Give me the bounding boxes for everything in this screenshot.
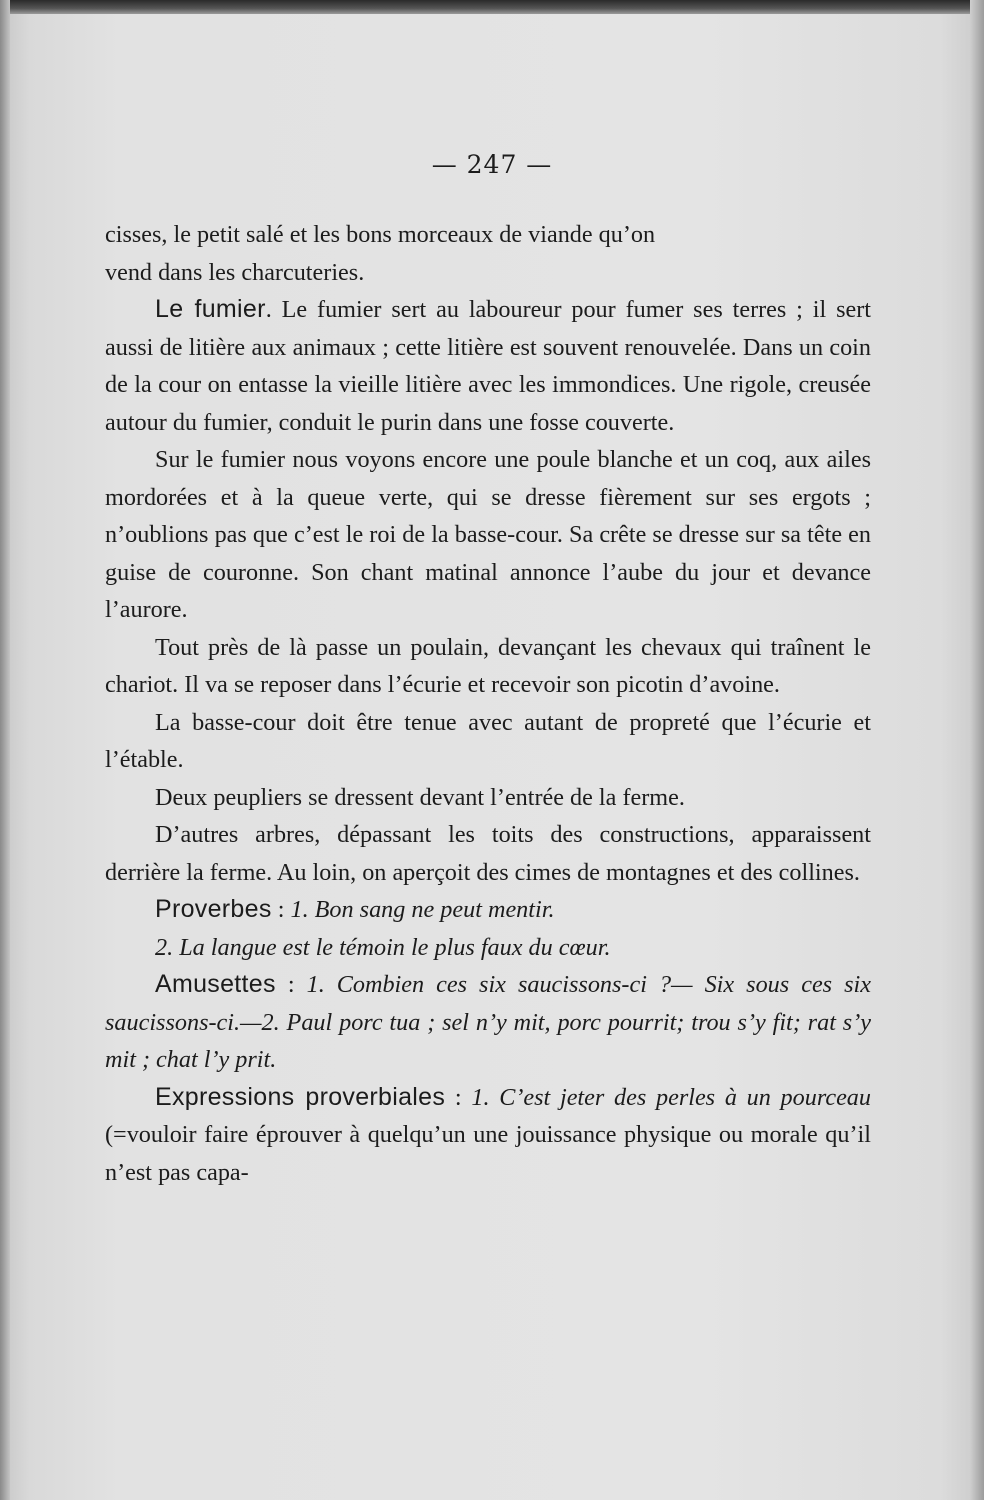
amusettes-paragraph [105, 966, 871, 1079]
expressions-heading: Expressions proverbiales [155, 1082, 446, 1111]
text-line: cisses, le petit salé et les bons morceaux de viande qu’on [105, 221, 656, 248]
paragraph-text: . Le fumier sert au laboureur pour fumer ses terres ; il sert aussi de litière aux animaux ; cette litière est souvent renouvelée. Dans un coin de la cour on entasse la vieille litière avec les immondices. Une rigole, creusée autour du fumier, conduit le purin dans une fosse couverte. [105, 296, 871, 436]
expression-1: 1. C’est jeter des perles à un pourceau [471, 1083, 871, 1111]
page-top-edge [0, 0, 984, 14]
page-left-edge [0, 0, 10, 1500]
paragraph-coq: Sur le fumier nous voyons encore une poule blanche et un coq, aux ailes mordorées et à la queue verte, qui se dresse fièrement sur ses ergots ; n’oublions pas que c’est le roi de la basse-cour. Sa crête se dresse sur sa tête en guise de couronne. Son chant matinal annonce l’aube du jour et devance l’aurore. [105, 446, 871, 623]
body-text [105, 216, 871, 1191]
paragraph-basse-cour: La basse-cour doit être tenue avec autant de propreté que l’écurie et l’étable. [105, 708, 871, 773]
paragraph-peupliers: Deux peupliers se dressent devant l’entrée de la ferme. [155, 783, 685, 811]
proverbes-heading: Proverbes [155, 895, 272, 923]
proverbe-2: 2. La langue est le témoin le plus faux du cœur. [155, 933, 611, 961]
proverbes-line [105, 891, 871, 929]
proverbe-1: 1. Bon sang ne peut mentir. [290, 896, 555, 923]
paragraph-continuation [105, 216, 871, 291]
separator: : [271, 896, 291, 923]
expressions-paragraph [105, 1079, 871, 1192]
separator: : [275, 971, 307, 998]
page-right-edge [970, 0, 984, 1500]
page-number: — 247 — [431, 150, 553, 179]
paragraph-fumier [105, 291, 871, 441]
amusettes-text: 1. Combien ces six saucissons-ci ?— Six sous ces six saucissons-ci.—2. Paul porc tua ; sel n’y mit, porc pourrit; trou s’y fit; rat s’y mit ; chat l’y prit. [105, 971, 871, 1073]
separator: : [445, 1083, 472, 1111]
text-line: vend dans les charcuteries. [105, 258, 365, 286]
paragraph-poulain: Tout près de là passe un poulain, devançant les chevaux qui traînent le chariot. Il va se reposer dans l’écurie et recevoir son picotin d’avoine. [105, 633, 871, 698]
amusettes-heading: Amusettes [155, 970, 276, 998]
expression-1-gloss: (=vouloir faire éprouver à quelqu’un une jouissance physique ou morale qu’il n’est pas capa- [105, 1121, 871, 1186]
section-heading: Le fumier [155, 295, 266, 323]
paragraph-arbres: D’autres arbres, dépassant les toits des constructions, apparaissent derrière la ferme. Au loin, on aperçoit des cimes de montagnes et des collines. [105, 821, 871, 886]
